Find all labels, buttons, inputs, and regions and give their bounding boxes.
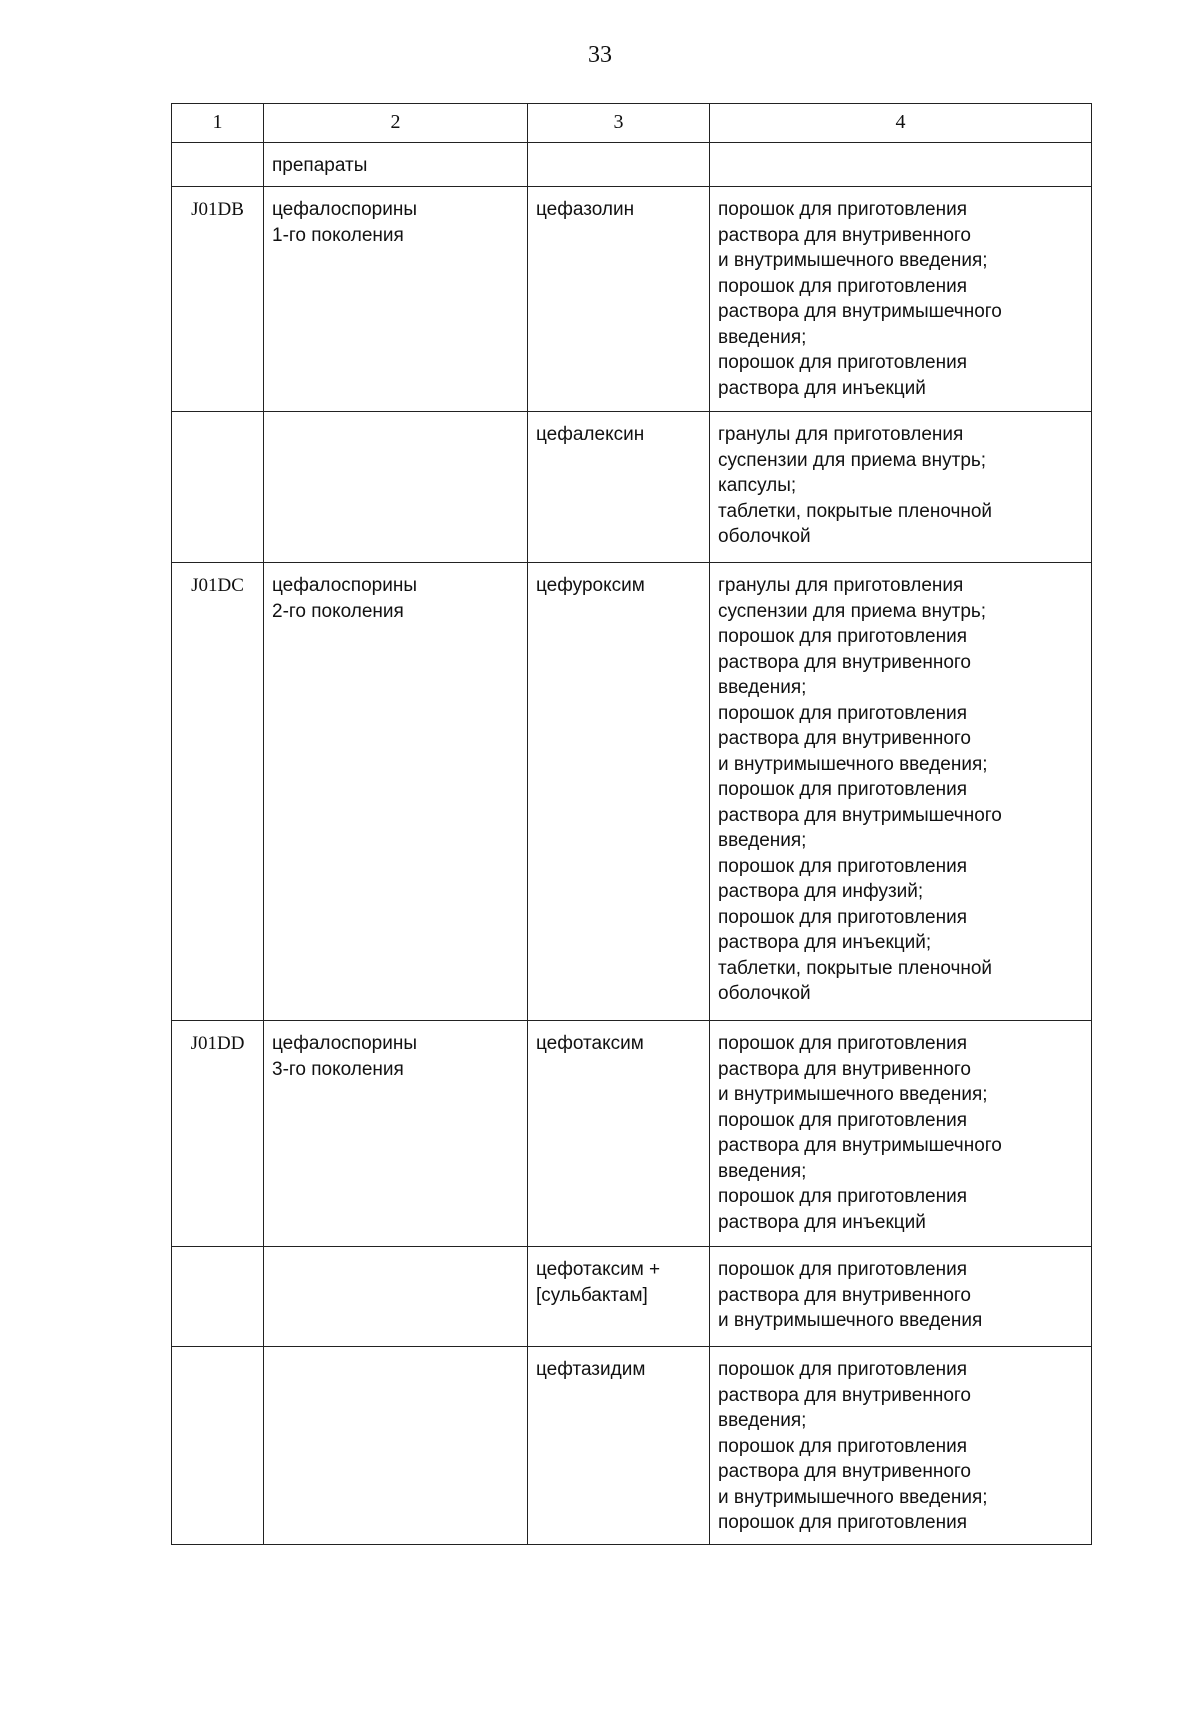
- dosage-form-cell: гранулы для приготовления суспензии для приема внутрь; порошок для приготовления раствора для внутривенного введения; порошок для приготовления раствора для внутривенного и внутримышечного введения; порошок для приготовления раствора для внутримышечного введения; порошок для приготовления раствора для инфузий; порошок для приготовления раствора для инъекций; таблетки, покрытые пленочной оболочкой: [710, 563, 1092, 1021]
- group-cell: цефалоспорины 1-го поколения: [264, 187, 528, 412]
- group-cell: [264, 1347, 528, 1545]
- table-row: [172, 1247, 1092, 1347]
- dosage-form-cell: порошок для приготовления раствора для внутривенного введения; порошок для приготовления раствора для внутривенного и внутримышечного введения; порошок для приготовления: [710, 1347, 1092, 1545]
- atc-code-cell: J01DD: [172, 1021, 264, 1247]
- column-header-4: 4: [710, 104, 1092, 143]
- atc-code-cell: J01DC: [172, 563, 264, 1021]
- group-cell: препараты: [264, 142, 528, 187]
- table-row: [172, 187, 1092, 412]
- table-header-row: [172, 104, 1092, 143]
- dosage-form-cell: порошок для приготовления раствора для внутривенного и внутримышечного введения; порошок для приготовления раствора для внутримышечного введения; порошок для приготовления раствора для инъекций: [710, 187, 1092, 412]
- dosage-form-cell: гранулы для приготовления суспензии для приема внутрь; капсулы; таблетки, покрытые пленочной оболочкой: [710, 412, 1092, 563]
- drug-cell: [528, 142, 710, 187]
- dosage-form-cell: [710, 142, 1092, 187]
- dosage-form-cell: порошок для приготовления раствора для внутривенного и внутримышечного введения: [710, 1247, 1092, 1347]
- group-cell: [264, 1247, 528, 1347]
- drug-table: [171, 103, 1092, 1545]
- atc-code-cell: [172, 412, 264, 563]
- drug-cell: цефтазидим: [528, 1347, 710, 1545]
- group-cell: цефалоспорины 3-го поколения: [264, 1021, 528, 1247]
- drug-cell: цефотаксим: [528, 1021, 710, 1247]
- drug-cell: цефалексин: [528, 412, 710, 563]
- drug-cell: цефуроксим: [528, 563, 710, 1021]
- table-row: [172, 1021, 1092, 1247]
- column-header-2: 2: [264, 104, 528, 143]
- column-header-3: 3: [528, 104, 710, 143]
- page-number: 33: [588, 42, 612, 68]
- column-header-1: 1: [172, 104, 264, 143]
- drug-cell: цефотаксим + [сульбактам]: [528, 1247, 710, 1347]
- atc-code-cell: [172, 142, 264, 187]
- group-cell: [264, 412, 528, 563]
- atc-code-cell: [172, 1347, 264, 1545]
- atc-code-cell: J01DB: [172, 187, 264, 412]
- dosage-form-cell: порошок для приготовления раствора для внутривенного и внутримышечного введения; порошок для приготовления раствора для внутримышечного введения; порошок для приготовления раствора для инъекций: [710, 1021, 1092, 1247]
- table-row: [172, 563, 1092, 1021]
- table-row: [172, 142, 1092, 187]
- table-row: [172, 1347, 1092, 1545]
- group-cell: цефалоспорины 2-го поколения: [264, 563, 528, 1021]
- atc-code-cell: [172, 1247, 264, 1347]
- drug-cell: цефазолин: [528, 187, 710, 412]
- table-row: [172, 412, 1092, 563]
